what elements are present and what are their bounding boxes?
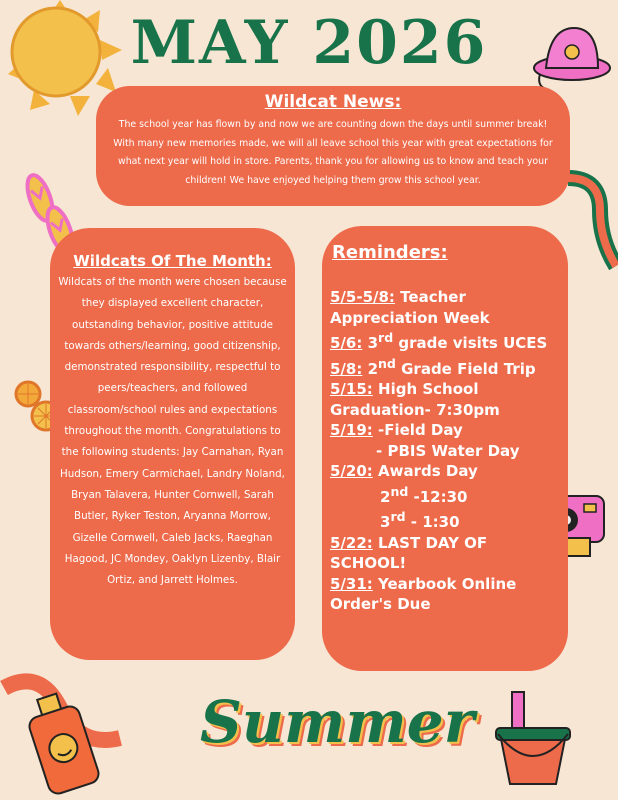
page-title: MAY 2026 [130,8,488,78]
wotm-heading: Wildcats Of The Month: [73,252,272,270]
reminders-list [330,287,568,615]
ribbon-swirl [560,170,618,270]
reminder-item: 5/31: Yearbook Online Order's Due [330,574,517,613]
sand-bucket-icon [488,688,578,794]
reminder-item: 5/20: Awards Day [330,462,478,480]
wotm-body: Wildcats of the month were chosen because they displayed excellent character, outstanding behavior, positive attitude towards others/learning, good citizenship, demonstrated responsibility, respectful to peers/teachers, and followed classroom/school rules and expectations throughout the month. Congratulations to the following students: Jay Carnahan, Ryan Hudson, Emery Carmichael, Landry Noland, Bryan Talavera, Hunter Cornwell, Sarah Butler, Ryker Teston, Aryanna Morrow, Gizelle Cornwell, Caleb Jacks, Raeghan Hagood, JC Mondey, Oaklyn Lizenby, Blair Ortiz, and Jarrett Holmes. [58,276,287,587]
wildcat-news-panel [96,86,570,206]
sunscreen-icon [24,690,104,796]
reminder-item: 5/6: 3rd grade visits UCES [330,330,548,352]
reminders-heading: Reminders: [332,242,448,263]
summer-wordmark: Summer [200,688,475,756]
reminder-item: 5/19: -Field Day [330,421,463,439]
news-heading: Wildcat News: [264,92,402,112]
reminder-item: 5/15: High School Graduation- 7:30pm [330,380,500,419]
reminders-panel [322,226,568,671]
reminder-item: 5/5-5/8: Teacher Appreciation Week [330,288,490,327]
reminder-subitem: 3rd - 1:30 [380,509,460,531]
reminder-item: 5/8: 2nd Grade Field Trip [330,355,536,378]
news-body: The school year has flown by and now we are counting down the days until summer break! With many new memories made, we will all leave school this year with great expectations for what next year will hold in store. Parents, thank you for allowing us to know and teach your children! We have enjoyed helping them grow this school year. [113,119,553,186]
reminder-item: 5/22: LAST DAY OF SCHOOL! [330,533,488,572]
wildcats-of-the-month-panel [50,228,295,660]
reminder-subitem: - PBIS Water Day [376,441,520,460]
reminder-subitem: 2nd -12:30 [380,483,468,506]
